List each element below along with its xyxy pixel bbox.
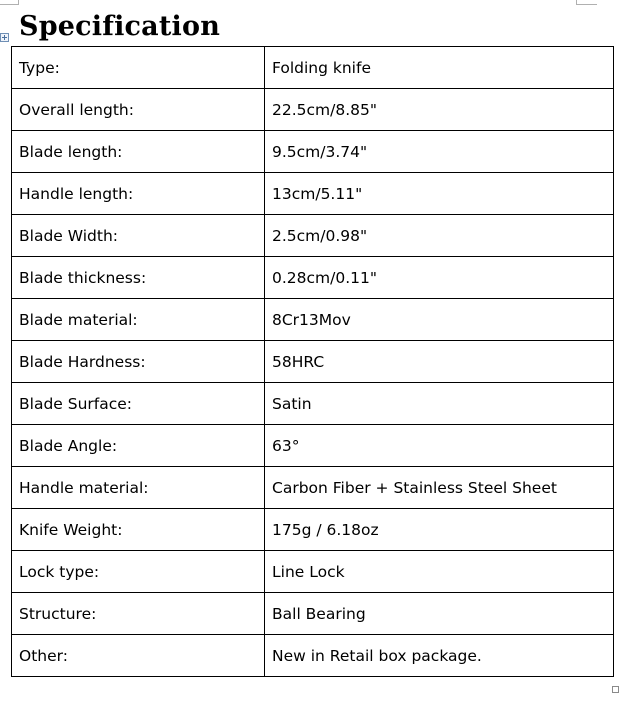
spec-value-cell[interactable]: 58HRC: [265, 341, 614, 383]
page-title: Specification: [19, 11, 221, 42]
table-row: [12, 257, 614, 299]
spec-value-cell[interactable]: 175g / 6.18oz: [265, 509, 614, 551]
spec-value-cell[interactable]: 22.5cm/8.85": [265, 89, 614, 131]
spec-label-cell[interactable]: Knife Weight:: [12, 509, 265, 551]
table-row: [12, 47, 614, 89]
table-row: [12, 215, 614, 257]
resize-handle-icon[interactable]: [612, 686, 619, 693]
specification-table: [11, 46, 614, 677]
spec-label-cell[interactable]: Overall length:: [12, 89, 265, 131]
table-row: [12, 551, 614, 593]
spec-value-cell[interactable]: 2.5cm/0.98": [265, 215, 614, 257]
table-row: [12, 299, 614, 341]
table-row: [12, 467, 614, 509]
spec-label-cell[interactable]: Blade Surface:: [12, 383, 265, 425]
table-row: [12, 173, 614, 215]
spec-value-cell[interactable]: 9.5cm/3.74": [265, 131, 614, 173]
spec-value-cell[interactable]: Ball Bearing: [265, 593, 614, 635]
table-row: [12, 131, 614, 173]
spec-label-cell[interactable]: Structure:: [12, 593, 265, 635]
spec-label-cell[interactable]: Blade Width:: [12, 215, 265, 257]
spec-label-cell[interactable]: Other:: [12, 635, 265, 677]
page-corner-mark-left: [0, 0, 19, 5]
spec-label-cell[interactable]: Handle length:: [12, 173, 265, 215]
spec-value-cell[interactable]: Carbon Fiber + Stainless Steel Sheet: [265, 467, 614, 509]
table-row: [12, 89, 614, 131]
spec-label-cell[interactable]: Handle material:: [12, 467, 265, 509]
table-row: [12, 593, 614, 635]
table-row: [12, 425, 614, 467]
spec-label-cell[interactable]: Blade Hardness:: [12, 341, 265, 383]
spec-label-cell[interactable]: Blade length:: [12, 131, 265, 173]
spec-value-cell[interactable]: Line Lock: [265, 551, 614, 593]
spec-value-cell[interactable]: Folding knife: [265, 47, 614, 89]
spec-label-cell[interactable]: Blade thickness:: [12, 257, 265, 299]
spec-value-cell[interactable]: New in Retail box package.: [265, 635, 614, 677]
spec-value-cell[interactable]: 8Cr13Mov: [265, 299, 614, 341]
spec-label-cell[interactable]: Type:: [12, 47, 265, 89]
table-row: [12, 383, 614, 425]
table-row: [12, 635, 614, 677]
spec-value-cell[interactable]: 13cm/5.11": [265, 173, 614, 215]
table-row: [12, 509, 614, 551]
page-corner-mark-right: [576, 0, 597, 5]
spec-value-cell[interactable]: 63°: [265, 425, 614, 467]
spec-label-cell[interactable]: Lock type:: [12, 551, 265, 593]
spec-value-cell[interactable]: 0.28cm/0.11": [265, 257, 614, 299]
table-row: [12, 341, 614, 383]
spec-value-cell[interactable]: Satin: [265, 383, 614, 425]
spec-label-cell[interactable]: Blade material:: [12, 299, 265, 341]
spec-label-cell[interactable]: Blade Angle:: [12, 425, 265, 467]
move-arrows-icon[interactable]: [0, 33, 9, 42]
